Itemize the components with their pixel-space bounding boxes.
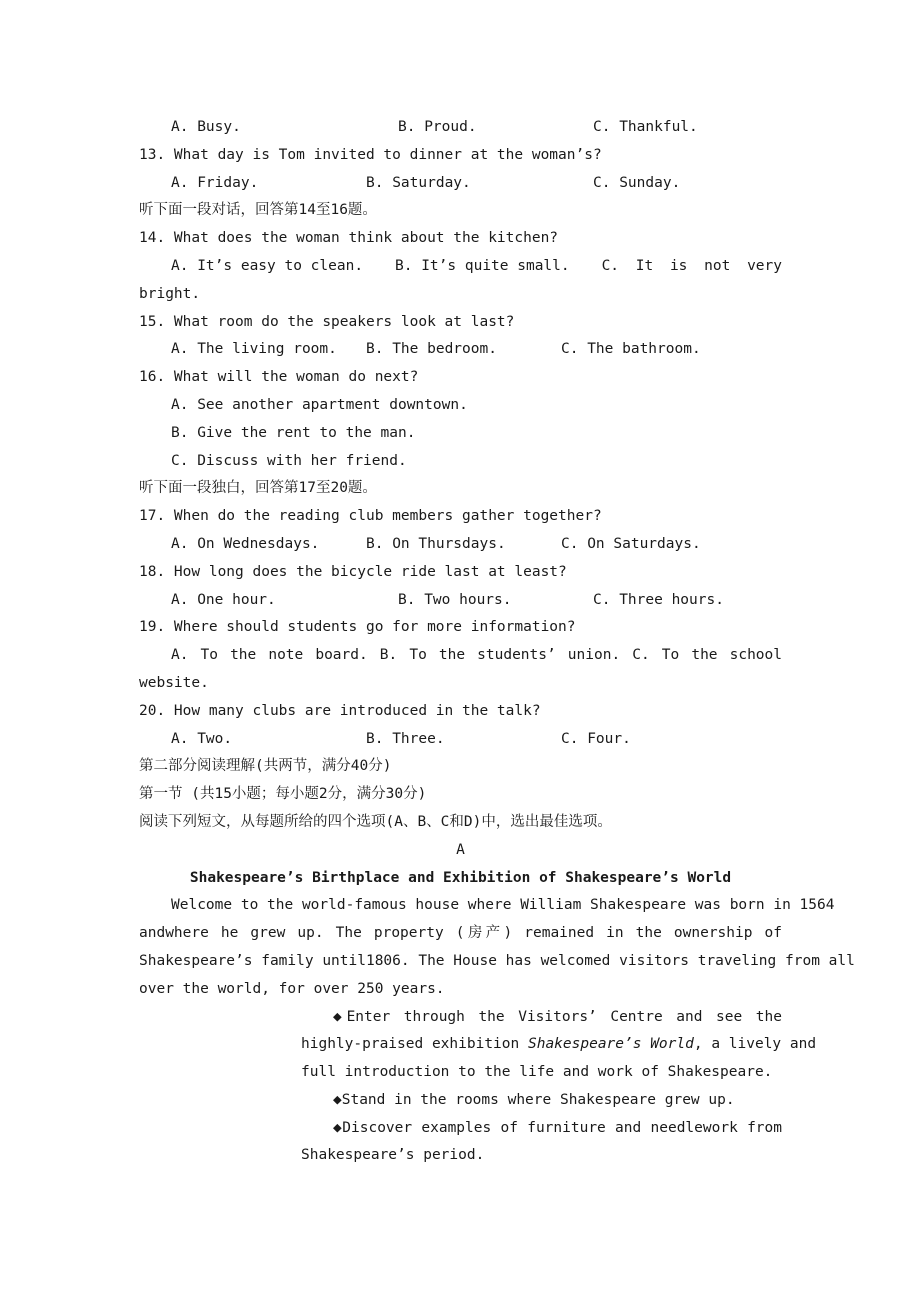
q20-options [139,726,782,754]
q18-option-a: A. One hour. [171,591,276,608]
exhibition-name: Shakespeare’s World [527,1036,694,1053]
q13-option-c: C. Sunday. [593,174,681,191]
passage-title: Shakespeare’s Birthplace and Exhibition of Shakespeare’s World [189,869,732,886]
q14-continuation: bright. [139,285,201,302]
q14-option-b: B. It’s quite small. [395,257,570,274]
q12-option-a: A. Busy. [171,119,241,135]
q20-option-c: C. Four. [561,730,631,747]
q13-option-b: B. Saturday. [366,174,471,191]
q19-continuation: website. [139,674,209,691]
q12-options [139,114,782,142]
instruction-17-20: 听下面一段独白，回答第17至20题。 [139,480,377,497]
q13-question: 13. What day is Tom invited to dinner at the woman’s? [139,146,602,163]
q18-question: 18. How long does the bicycle ride last at least? [139,563,567,580]
q14-option-a: A. It’s easy to clean. [171,257,364,274]
passage-para-line-4: over the world, for over 250 years. [139,980,445,997]
q17-option-a: A. On Wednesdays. [171,535,320,552]
q15-question: 15. What room do the speakers look at last? [139,313,515,330]
q12-option-c: C. Thankful. [593,119,698,135]
q17-option-b: B. On Thursdays. [366,535,506,552]
q18-options [139,587,782,615]
q12-option-b: B. Proud. [398,119,477,135]
q15-option-b: B. The bedroom. [366,341,497,358]
q15-option-a: A. The living room. [171,341,337,358]
q19-options: A. To the note board. B. To the students’ union. C. To the school [171,647,782,664]
bullet-3-line-1: ◆Discover examples of furniture and needlework from [333,1119,782,1136]
q17-option-c: C. On Saturdays. [561,535,701,552]
instruction-14-16: 听下面一段对话，回答第14至16题。 [139,202,377,219]
q16-option-c: C. Discuss with her friend. [171,452,407,469]
q14-options [139,253,782,281]
exam-page [139,114,855,1170]
q14-option-c: C. It is not very [601,257,782,274]
q16-option-b: B. Give the rent to the man. [171,424,416,441]
bullet-2: ◆Stand in the rooms where Shakespeare grew up. [333,1091,735,1108]
bullet-1-line-3: full introduction to the life and work of Shakespeare. [301,1064,773,1081]
q15-option-c: C. The bathroom. [561,341,701,358]
q14-question: 14. What does the woman think about the kitchen? [139,230,559,247]
part2-heading: 第二部分阅读理解(共两节，满分40分) [139,758,392,775]
q20-option-a: A. Two. [171,730,233,747]
part2-instruction: 阅读下列短文，从每题所给的四个选项(A、B、C和D)中，选出最佳选项。 [139,813,612,830]
q20-option-b: B. Three. [366,730,445,747]
part2-section1: 第一节 (共15小题；每小题2分，满分30分) [139,786,427,803]
q20-question: 20. How many clubs are introduced in the talk? [139,702,541,719]
q16-question: 16. What will the woman do next? [139,369,419,386]
q13-option-a: A. Friday. [171,174,259,191]
q18-option-b: B. Two hours. [398,591,512,608]
q15-options [139,336,782,364]
bullet-3-line-2: Shakespeare’s period. [301,1147,485,1164]
passage-para-line-1: Welcome to the world-famous house where William Shakespeare was born in 1564 [171,897,835,914]
q18-option-c: C. Three hours. [593,591,724,608]
bullet-1-line-2 [301,1031,817,1059]
q17-options [139,531,782,559]
bullet-1-line-1: ◆Enter through the Visitors’ Centre and see the [333,1008,782,1025]
q17-question: 17. When do the reading club members gather together? [139,508,602,525]
q16-option-a: A. See another apartment downtown. [171,396,468,413]
passage-bullet-list [139,1004,817,1171]
passage-para-line-2: andwhere he grew up. The property (房产) remained in the ownership of [139,925,782,942]
bullet-1-line-2-post: , a lively and [693,1036,817,1053]
q13-options [139,170,782,198]
passage-para-line-3: Shakespeare’s family until1806. The House has welcomed visitors traveling from all [139,952,855,969]
bullet-1-line-2-pre: highly-praised exhibition [301,1036,528,1053]
q19-question: 19. Where should students go for more information? [139,619,576,636]
passage-letter: A [456,841,465,858]
